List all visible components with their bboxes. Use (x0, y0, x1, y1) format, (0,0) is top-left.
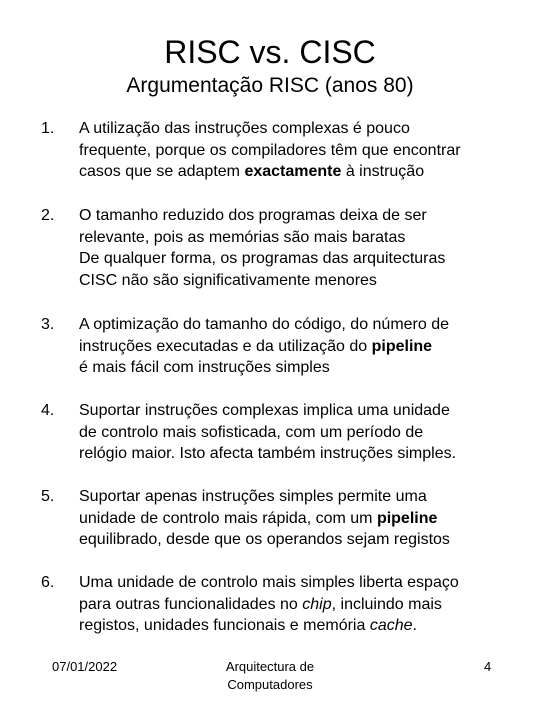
item-number: 2. (41, 207, 55, 224)
text-run: instruções executadas e da utilização do (79, 337, 372, 355)
item-line (79, 118, 519, 140)
text-run: relógio maior. Isto afecta também instruções simples. (79, 445, 457, 462)
item-number: 1. (41, 120, 55, 137)
item-line (79, 443, 519, 465)
item-line (79, 227, 519, 249)
text-run: O tamanho reduzido dos programas deixa de ser (79, 207, 427, 224)
item-line (79, 422, 519, 444)
text-run: casos que se adaptem (79, 163, 245, 180)
text-run: equilibrado, desde que os operandos sejam registos (79, 531, 450, 548)
text-run: Suportar instruções complexas implica uma unidade (79, 402, 450, 419)
text-run: . (412, 617, 417, 634)
text-run: para outras funcionalidades no (79, 595, 303, 613)
item-line (79, 508, 519, 530)
footer-course: Arquitectura de Computadores (225, 659, 315, 692)
emphasis-bold: pipeline (376, 509, 438, 527)
footer-date: 07/01/2022 (52, 659, 118, 674)
item-number: 6. (41, 574, 55, 591)
slide-title: RISC vs. CISC (164, 34, 376, 70)
item-line (79, 594, 519, 616)
text-run: registos, unidades funcionais e memória (79, 617, 370, 634)
item-text (79, 118, 519, 183)
text-run: , incluindo mais (331, 595, 442, 613)
emphasis-italic: chip (302, 595, 332, 613)
emphasis-bold: pipeline (371, 337, 433, 355)
text-run: De qualquer forma, os programas das arquitecturas (79, 250, 446, 267)
text-run: à instrução (341, 163, 425, 180)
item-line (79, 205, 519, 227)
text-run: é mais fácil com instruções simples (79, 359, 330, 376)
item-number: 5. (41, 488, 55, 505)
item-text (79, 486, 519, 551)
item-line (79, 529, 519, 551)
item-line (79, 161, 519, 183)
item-text (79, 572, 519, 637)
item-line (79, 572, 519, 594)
text-run: de controlo mais sofisticada, com um período de (79, 423, 424, 441)
slide-subtitle: Argumentação RISC (anos 80) (126, 74, 414, 97)
item-number: 4. (41, 402, 55, 419)
item-line (79, 400, 519, 422)
item-text (79, 314, 519, 379)
item-line (79, 270, 519, 292)
emphasis-bold: exactamente (244, 163, 342, 180)
item-text (79, 400, 519, 465)
item-line (79, 357, 519, 379)
item-line (79, 336, 519, 358)
text-run: A utilização das instruções complexas é pouco (79, 120, 410, 137)
item-line (79, 140, 519, 162)
text-run: Uma unidade de controlo mais simples liberta espaço (79, 574, 459, 591)
text-run: Suportar apenas instruções simples permite uma (79, 488, 427, 505)
item-text (79, 205, 519, 291)
item-line (79, 615, 519, 637)
item-line (79, 248, 519, 270)
text-run: relevante, pois as memórias são mais baratas (79, 228, 406, 246)
footer-page-number: 4 (484, 659, 492, 674)
text-run: unidade de controlo mais rápida, com um (79, 509, 377, 527)
item-line (79, 314, 519, 336)
text-run: CISC não são significativamente menores (79, 271, 377, 289)
text-run: frequente, porque os compiladores têm que encontrar (79, 141, 461, 159)
text-run: A optimização do tamanho do código, do número de (79, 316, 450, 333)
item-number: 3. (41, 316, 55, 333)
item-line (79, 486, 519, 508)
emphasis-italic: cache (369, 617, 413, 634)
